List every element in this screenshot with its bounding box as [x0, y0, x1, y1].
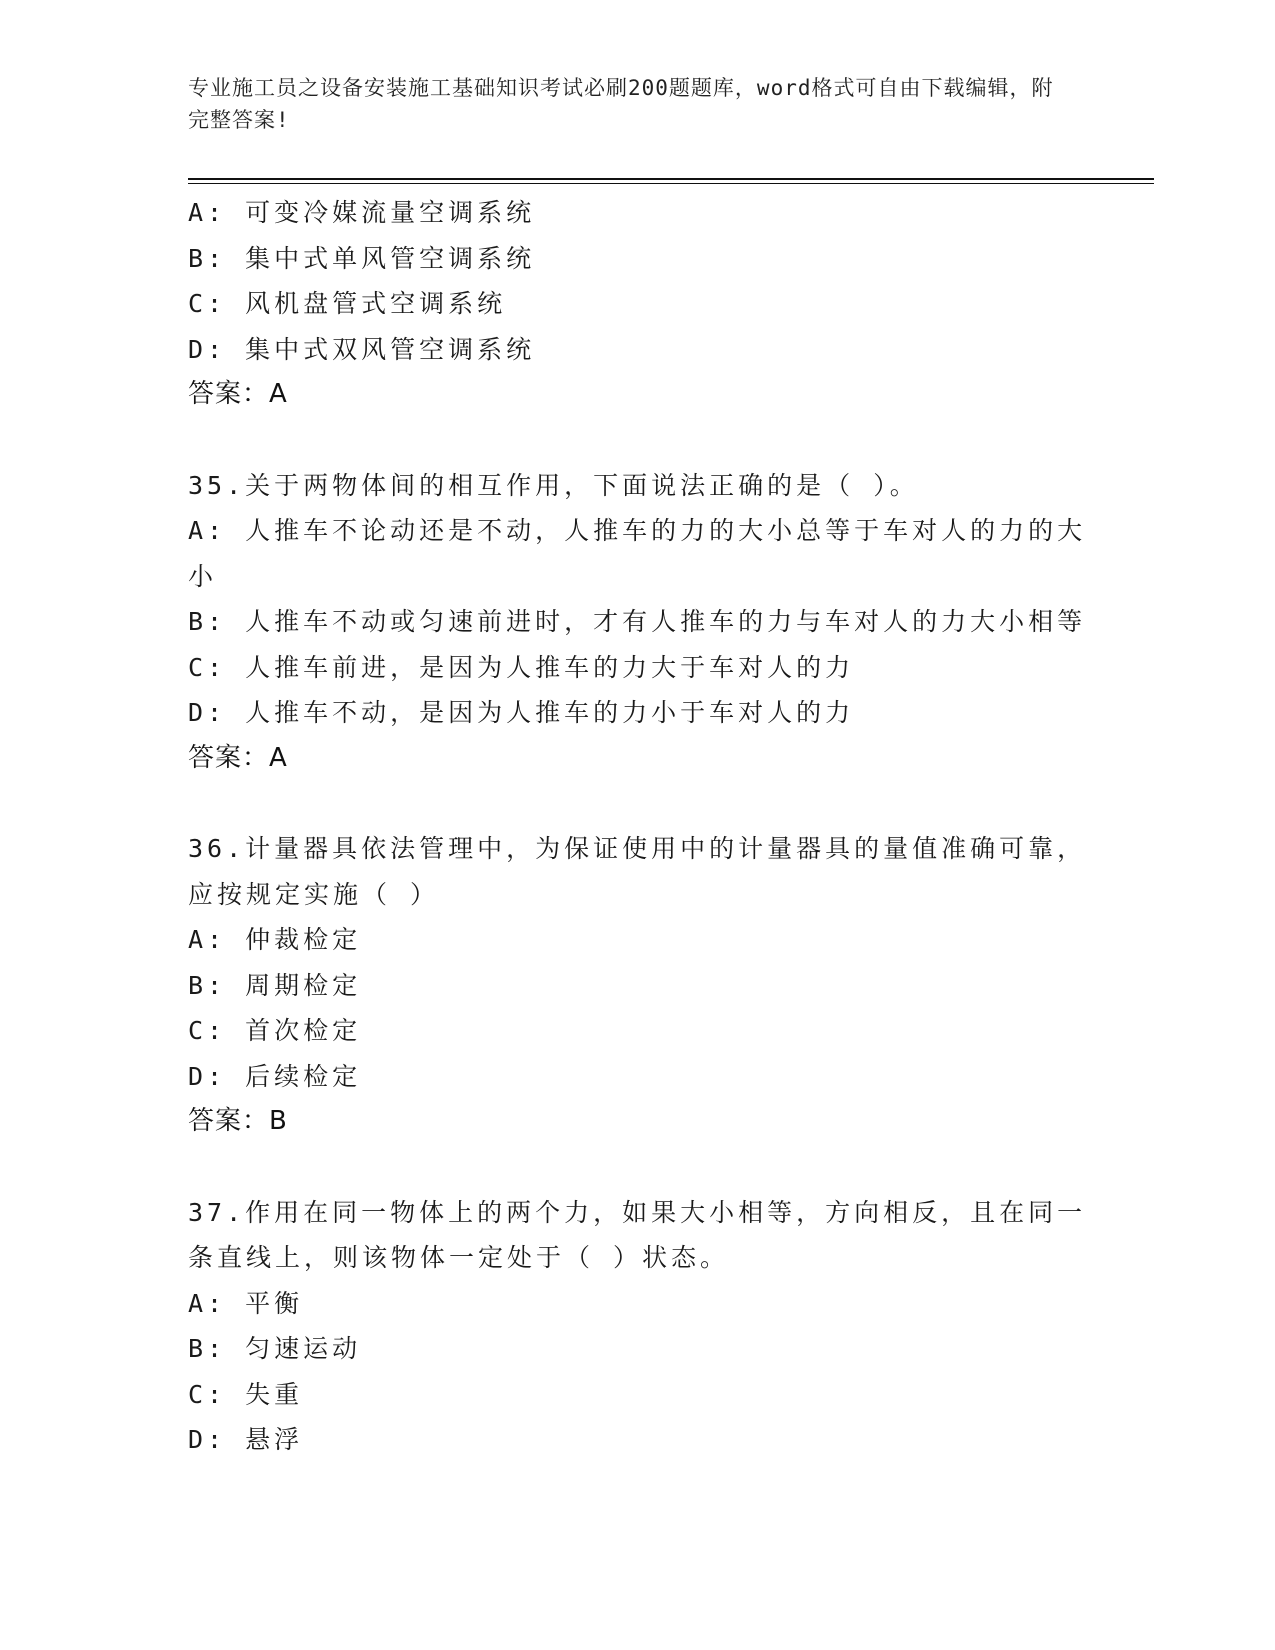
option-a: A: 仲裁检定 [188, 925, 362, 954]
option-b: B: 人推车不动或匀速前进时，才有人推车的力与车对人的力大小相等 [188, 607, 1087, 636]
option-d: D: 后续检定 [188, 1061, 362, 1091]
question-stem: 35.关于两物体间的相互作用，下面说法正确的是（ ）。 [188, 470, 919, 500]
option-d: D: 悬浮 [188, 1425, 304, 1454]
option-b: B: 集中式单风管空调系统 [188, 243, 536, 273]
question-37 [188, 1190, 1088, 1463]
option-c: C: 首次检定 [188, 1016, 362, 1045]
option-a: A: 人推车不论动还是不动，人推车的力的大小总等于车对人的力的大小 [188, 516, 1087, 591]
header-rule-thin [188, 183, 1154, 184]
option-a: A: 平衡 [188, 1288, 304, 1318]
question-34-continued [188, 190, 1088, 418]
option-d: D: 集中式双风管空调系统 [188, 334, 536, 364]
option-a: A: 可变冷媒流量空调系统 [188, 198, 536, 227]
option-d: D: 人推车不动，是因为人推车的力小于车对人的力 [188, 698, 855, 727]
option-b: B: 匀速运动 [188, 1334, 362, 1363]
question-35 [188, 463, 1088, 782]
question-stem: 36.计量器具依法管理中，为保证使用中的计量器具的量值准确可靠，应按规定实施（ ） [188, 834, 1087, 909]
questions-content [188, 190, 1088, 1463]
answer-line: 答案：A [188, 379, 288, 409]
question-36 [188, 826, 1088, 1145]
option-c: C: 风机盘管式空调系统 [188, 289, 507, 318]
question-stem: 37.作用在同一物体上的两个力，如果大小相等，方向相反，且在同一条直线上，则该物体一定处于（ ）状态。 [188, 1197, 1087, 1272]
option-c: C: 失重 [188, 1379, 304, 1409]
answer-line: 答案：A [188, 742, 288, 773]
option-c: C: 人推车前进，是因为人推车的力大于车对人的力 [188, 652, 855, 682]
answer-line: 答案：B [188, 1106, 288, 1136]
option-b: B: 周期检定 [188, 970, 362, 1000]
header-rule-thick [188, 178, 1154, 180]
page-header-text: 专业施工员之设备安装施工基础知识考试必刷200题题库，word格式可自由下载编辑，附完整答案! [188, 76, 1054, 132]
